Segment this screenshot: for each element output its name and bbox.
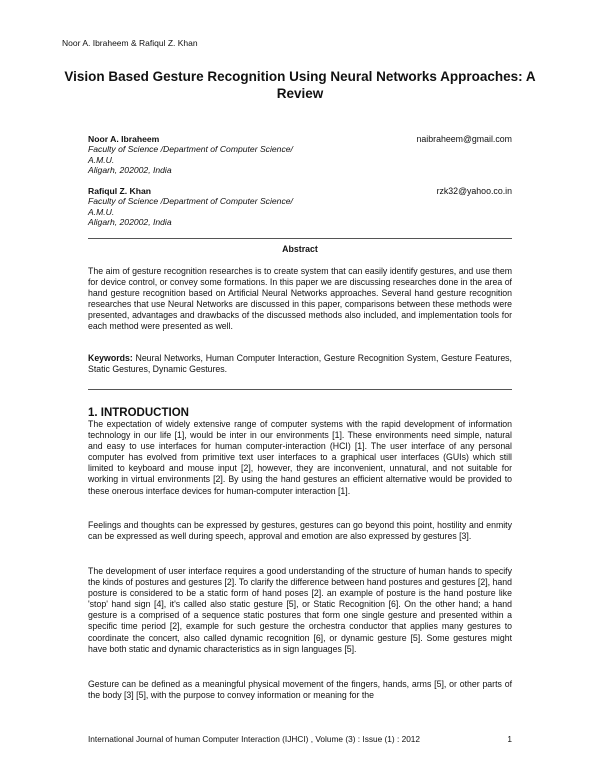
- page-number: 1: [507, 734, 512, 744]
- author-name: Rafiqul Z. Khan: [88, 186, 152, 196]
- keywords-label: Keywords:: [88, 353, 133, 363]
- section-heading: 1. INTRODUCTION: [88, 407, 189, 419]
- author-affiliation-line: Faculty of Science /Department of Computer Science/: [88, 196, 293, 207]
- page-footer: [88, 734, 512, 744]
- author-affiliation-line: A.M.U.: [88, 154, 115, 165]
- author-affiliation-line: Aligarh, 202002, India: [88, 165, 172, 176]
- author-email[interactable]: rzk32@yahoo.co.in: [436, 186, 512, 196]
- keywords-text: Neural Networks, Human Computer Interaction, Gesture Recognition System, Gesture Features, Static Gestures, Dynamic Gestures.: [88, 353, 512, 375]
- body-paragraph: The development of user interface requires a good understanding of the structure of human hands to specify the kinds of postures and gestures [2]. To clarify the difference between hand postures and gestures [2], hand posture is considered to be a static form of hand poses [2]. an example of posture is the hand posture like 'stop' hand sign [4], it's called also static gesture [5], or Static Recognition [6]. On the other hand; a hand gesture is a comprised of a sequence static postures that form one single gesture and presented within a specific time period [2], example for such gesture the orchestra conductor that applies many gestures to coordinate the concert, also called dynamic recognition [6], or dynamic gesture [5]. Some gestures might have both static and dynamic characteristics as in sign languages [5].: [88, 566, 512, 654]
- author-affiliation-line: A.M.U.: [88, 206, 115, 217]
- body-paragraph: The expectation of widely extensive range of computer systems with the rapid development of information technology in our life [1], would be inter in our environments [1]. These environments need simple, natural and easy to use interfaces for human computer-interaction (HCI) [1]. The user interface of any personal computer has evolved from primitive text user interfaces to a graphical user interfaces (GUIs) which still limited to keyboard and mouse input [2], however, they are inconvenient, unnatural, and not suitable for working in virtual environments [2]. By using the hand gestures an efficient alternative would be provided to these onerous interface devices for human-computer interaction [1].: [88, 419, 512, 496]
- author-affiliation-line: Aligarh, 202002, India: [88, 217, 172, 228]
- abstract-text: The aim of gesture recognition researches is to create system that can easily identify gestures, and use them for device control, or convey some formations. In this paper we are discussing researches done in the area of hand gesture recognition based on Artificial Neural Networks approaches. Several hand gesture recognition researches that use Neural Networks are discussed in this paper, comparisons between these methods were presented, advantages and drawbacks of the discussed methods also included, and implementation tools for each method were presented as well.: [88, 266, 512, 332]
- author-block-2: [88, 186, 512, 228]
- paper-title: Vision Based Gesture Recognition Using Neural Networks Approaches: A Review: [64, 69, 536, 101]
- abstract-heading: Abstract: [282, 244, 318, 254]
- body-paragraph: Feelings and thoughts can be expressed by gestures, gestures can go beyond this point, hostility and enmity can be expressed as well during speech, approval and emotion are also expressed by gestures [3].: [88, 520, 512, 542]
- divider-rule: [88, 238, 512, 239]
- running-head: Noor A. Ibraheem & Rafiqul Z. Khan: [62, 38, 198, 48]
- body-paragraph: Gesture can be defined as a meaningful physical movement of the fingers, hands, arms [5], or other parts of the body [3] [5], with the purpose to convey information or meaning for the: [88, 679, 512, 701]
- author-block-1: [88, 134, 512, 176]
- author-name: Noor A. Ibraheem: [88, 134, 160, 144]
- footer-journal: International Journal of human Computer Interaction (IJHCI) , Volume (3) : Issue (1) : 2012: [88, 734, 421, 744]
- keywords: [88, 353, 512, 375]
- author-affiliation-line: Faculty of Science /Department of Computer Science/: [88, 144, 293, 155]
- divider-rule: [88, 389, 512, 390]
- author-email[interactable]: naibraheem@gmail.com: [416, 134, 512, 144]
